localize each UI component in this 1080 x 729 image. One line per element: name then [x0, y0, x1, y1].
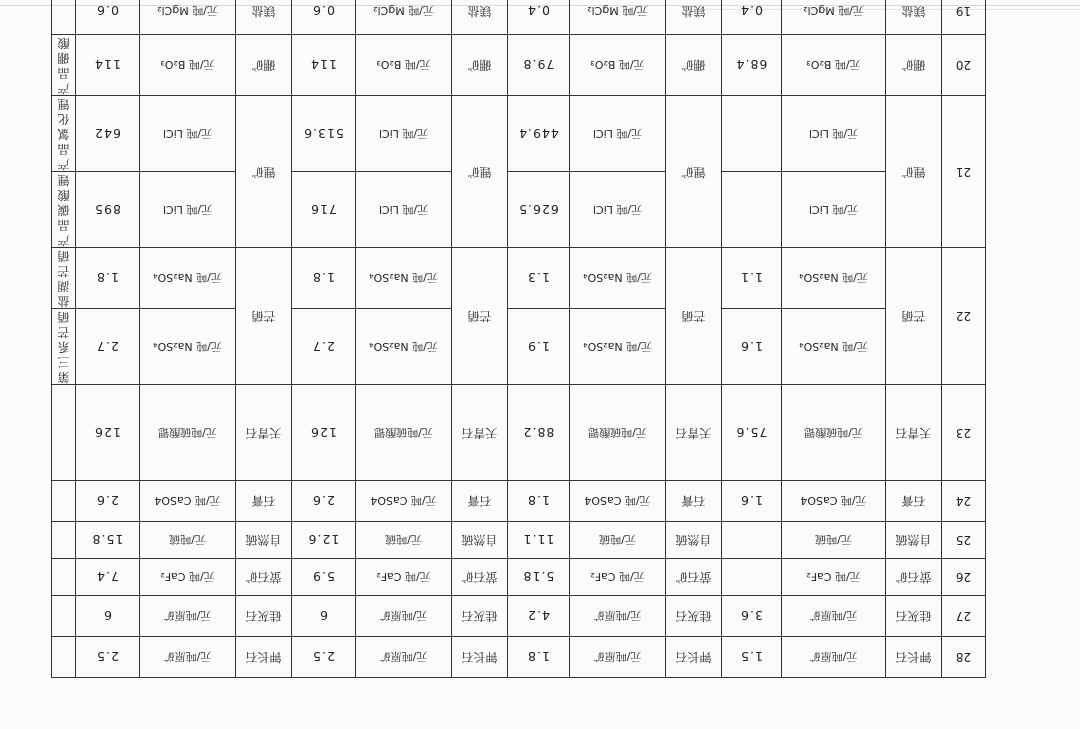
unit-label: 元/吨 Na₂SO₄ — [356, 248, 452, 309]
mineral-name: 硼矿 — [236, 35, 292, 96]
price-value — [722, 522, 782, 559]
note-cell — [52, 559, 76, 596]
table-row — [52, 522, 986, 559]
mineral-name: 萤石矿 — [886, 559, 942, 596]
mineral-name: 镁盐 — [666, 0, 722, 35]
price-value: 0.6 — [292, 0, 356, 35]
unit-label: 元/吨原矿 — [356, 637, 452, 678]
price-value: 1.3 — [508, 248, 570, 309]
mineral-name: 硼矿 — [452, 35, 508, 96]
unit-label: 元/吨原矿 — [140, 596, 236, 637]
mineral-name: 萤石矿 — [666, 559, 722, 596]
mineral-name: 天青石 — [452, 385, 508, 481]
unit-label: 元/吨原矿 — [782, 596, 886, 637]
price-value: 1.8 — [508, 481, 570, 522]
price-value: 1.6 — [722, 481, 782, 522]
price-value: 88.2 — [508, 385, 570, 481]
note-cell — [52, 0, 76, 35]
unit-label: 元/吨 Na₂SO₄ — [782, 309, 886, 385]
table-row — [52, 596, 986, 637]
note-cell — [52, 596, 76, 637]
price-value: 5.9 — [292, 559, 356, 596]
unit-label: 元/吨 MgCl₂ — [570, 0, 666, 35]
table-row — [52, 35, 986, 96]
mineral-name: 镁盐 — [452, 0, 508, 35]
price-value: 15.8 — [76, 522, 140, 559]
table-row — [52, 248, 986, 309]
price-value: 1.8 — [76, 248, 140, 309]
unit-label: 元/吨 MgCl₂ — [782, 0, 886, 35]
price-value: 0.4 — [722, 0, 782, 35]
unit-label: 元/吨硫 — [356, 522, 452, 559]
note-cell: 产品氯化锂 — [52, 96, 76, 172]
mineral-name: 硼矿 — [666, 35, 722, 96]
unit-label: 元/吨 B₂O₃ — [356, 35, 452, 96]
mineral-name: 钾长石 — [452, 637, 508, 678]
unit-label: 元/吨 Na₂SO₄ — [140, 309, 236, 385]
price-value: 2.7 — [292, 309, 356, 385]
row-number: 27 — [942, 596, 986, 637]
price-value: 7.4 — [76, 559, 140, 596]
unit-label: 元/吨 Na₂SO₄ — [356, 309, 452, 385]
price-value — [722, 559, 782, 596]
price-value: 2.6 — [76, 481, 140, 522]
row-number: 23 — [942, 385, 986, 481]
unit-label: 元/吨 LiCl — [140, 172, 236, 248]
unit-label: 元/吨硫酸锶 — [782, 385, 886, 481]
note-cell: 第三系芒硝 — [52, 309, 76, 385]
mineral-name: 萤石矿 — [236, 559, 292, 596]
unit-label: 元/吨硫酸锶 — [570, 385, 666, 481]
note-cell — [52, 481, 76, 522]
mineral-name: 硅灰石 — [666, 596, 722, 637]
price-value: 114 — [292, 35, 356, 96]
unit-label: 元/吨 B₂O₃ — [140, 35, 236, 96]
mineral-name: 锂矿 — [666, 96, 722, 248]
mineral-name: 石膏 — [452, 481, 508, 522]
mineral-name: 天青石 — [886, 385, 942, 481]
price-value: 1.6 — [722, 309, 782, 385]
unit-label: 元/吨 Na₂SO₄ — [782, 248, 886, 309]
mineral-name: 锂矿 — [886, 96, 942, 248]
unit-label: 元/吨 LiCl — [356, 172, 452, 248]
mineral-price-table — [51, 0, 986, 678]
row-number: 22 — [942, 248, 986, 385]
unit-label: 元/吨 CaF₂ — [782, 559, 886, 596]
unit-label: 元/吨 CaSO4 — [782, 481, 886, 522]
mineral-name: 钾长石 — [666, 637, 722, 678]
price-value: 1.5 — [722, 637, 782, 678]
price-value: 114 — [76, 35, 140, 96]
unit-label: 元/吨 MgCl₂ — [356, 0, 452, 35]
mineral-name: 石膏 — [666, 481, 722, 522]
row-number: 26 — [942, 559, 986, 596]
mineral-name: 硼矿 — [886, 35, 942, 96]
mineral-name: 天青石 — [236, 385, 292, 481]
note-cell: 产品碳酸锂 — [52, 172, 76, 248]
unit-label: 元/吨硫 — [140, 522, 236, 559]
price-value: 2.5 — [292, 637, 356, 678]
row-number: 25 — [942, 522, 986, 559]
unit-label: 元/吨 LiCl — [782, 172, 886, 248]
mineral-name: 自然硫 — [452, 522, 508, 559]
price-value: 2.6 — [292, 481, 356, 522]
row-number: 20 — [942, 35, 986, 96]
note-cell: 盐湖芒硝 — [52, 248, 76, 309]
unit-label: 元/吨硫酸锶 — [356, 385, 452, 481]
unit-label: 元/吨原矿 — [570, 637, 666, 678]
mineral-name: 钾长石 — [886, 637, 942, 678]
unit-label: 元/吨 LiCl — [356, 96, 452, 172]
unit-label: 元/吨 LiCl — [782, 96, 886, 172]
price-value: 2.5 — [76, 637, 140, 678]
price-value: 0.4 — [508, 0, 570, 35]
mineral-name: 硅灰石 — [886, 596, 942, 637]
upside-down-table-wrapper — [52, 3, 986, 678]
price-value — [722, 172, 782, 248]
table-row — [52, 0, 986, 35]
unit-label: 元/吨 Na₂SO₄ — [570, 248, 666, 309]
row-number: 24 — [942, 481, 986, 522]
price-value: 12.6 — [292, 522, 356, 559]
mineral-name: 石膏 — [236, 481, 292, 522]
note-cell: 产品硼酸 — [52, 35, 76, 96]
price-value: 4.2 — [508, 596, 570, 637]
price-value: 1.8 — [292, 248, 356, 309]
table-row — [52, 559, 986, 596]
note-cell — [52, 637, 76, 678]
price-value: 126 — [292, 385, 356, 481]
mineral-name: 芒硝 — [452, 248, 508, 385]
table-row — [52, 96, 986, 172]
price-value — [722, 96, 782, 172]
table-row — [52, 481, 986, 522]
price-value: 3.6 — [722, 596, 782, 637]
mineral-name: 自然硫 — [886, 522, 942, 559]
unit-label: 元/吨 CaF₂ — [356, 559, 452, 596]
price-value: 0.6 — [76, 0, 140, 35]
mineral-name: 锂矿 — [236, 96, 292, 248]
price-value: 895 — [76, 172, 140, 248]
unit-label: 元/吨原矿 — [570, 596, 666, 637]
price-value: 626.5 — [508, 172, 570, 248]
table-row — [52, 172, 986, 248]
mineral-name: 芒硝 — [236, 248, 292, 385]
price-value: 11.1 — [508, 522, 570, 559]
table-row — [52, 309, 986, 385]
price-value: 1.1 — [722, 248, 782, 309]
unit-label: 元/吨 LiCl — [570, 96, 666, 172]
price-value: 1.9 — [508, 309, 570, 385]
mineral-name: 自然硫 — [236, 522, 292, 559]
unit-label: 元/吨硫酸锶 — [140, 385, 236, 481]
note-cell — [52, 522, 76, 559]
price-value: 68.4 — [722, 35, 782, 96]
mineral-name: 芒硝 — [886, 248, 942, 385]
unit-label: 元/吨 MgCl₂ — [140, 0, 236, 35]
note-cell — [52, 385, 76, 481]
unit-label: 元/吨 B₂O₃ — [570, 35, 666, 96]
price-value: 642 — [76, 96, 140, 172]
price-value: 449.4 — [508, 96, 570, 172]
mineral-name: 硅灰石 — [452, 596, 508, 637]
price-value: 79.8 — [508, 35, 570, 96]
mineral-name: 天青石 — [666, 385, 722, 481]
row-number: 19 — [942, 0, 986, 35]
mineral-name: 自然硫 — [666, 522, 722, 559]
unit-label: 元/吨硫 — [782, 522, 886, 559]
unit-label: 元/吨原矿 — [356, 596, 452, 637]
unit-label: 元/吨 CaSO4 — [570, 481, 666, 522]
price-value: 5.18 — [508, 559, 570, 596]
unit-label: 元/吨原矿 — [140, 637, 236, 678]
unit-label: 元/吨 LiCl — [140, 96, 236, 172]
price-value: 6 — [292, 596, 356, 637]
mineral-name: 锂矿 — [452, 96, 508, 248]
price-value: 513.6 — [292, 96, 356, 172]
mineral-name: 萤石矿 — [452, 559, 508, 596]
price-value: 75.6 — [722, 385, 782, 481]
mineral-name: 镁盐 — [886, 0, 942, 35]
unit-label: 元/吨 CaF₂ — [140, 559, 236, 596]
table-row — [52, 385, 986, 481]
unit-label: 元/吨 Na₂SO₄ — [570, 309, 666, 385]
unit-label: 元/吨 CaSO4 — [140, 481, 236, 522]
row-number: 28 — [942, 637, 986, 678]
unit-label: 元/吨 Na₂SO₄ — [140, 248, 236, 309]
unit-label: 元/吨 CaF₂ — [570, 559, 666, 596]
unit-label: 元/吨 LiCl — [570, 172, 666, 248]
mineral-name: 石膏 — [886, 481, 942, 522]
unit-label: 元/吨原矿 — [782, 637, 886, 678]
price-value: 716 — [292, 172, 356, 248]
unit-label: 元/吨硫 — [570, 522, 666, 559]
price-value: 6 — [76, 596, 140, 637]
price-value: 2.7 — [76, 309, 140, 385]
price-value: 1.8 — [508, 637, 570, 678]
unit-label: 元/吨 CaSO4 — [356, 481, 452, 522]
mineral-name: 芒硝 — [666, 248, 722, 385]
mineral-name: 镁盐 — [236, 0, 292, 35]
price-value: 126 — [76, 385, 140, 481]
row-number: 21 — [942, 96, 986, 248]
mineral-name: 钾长石 — [236, 637, 292, 678]
mineral-name: 硅灰石 — [236, 596, 292, 637]
table-row — [52, 637, 986, 678]
unit-label: 元/吨 B₂O₃ — [782, 35, 886, 96]
